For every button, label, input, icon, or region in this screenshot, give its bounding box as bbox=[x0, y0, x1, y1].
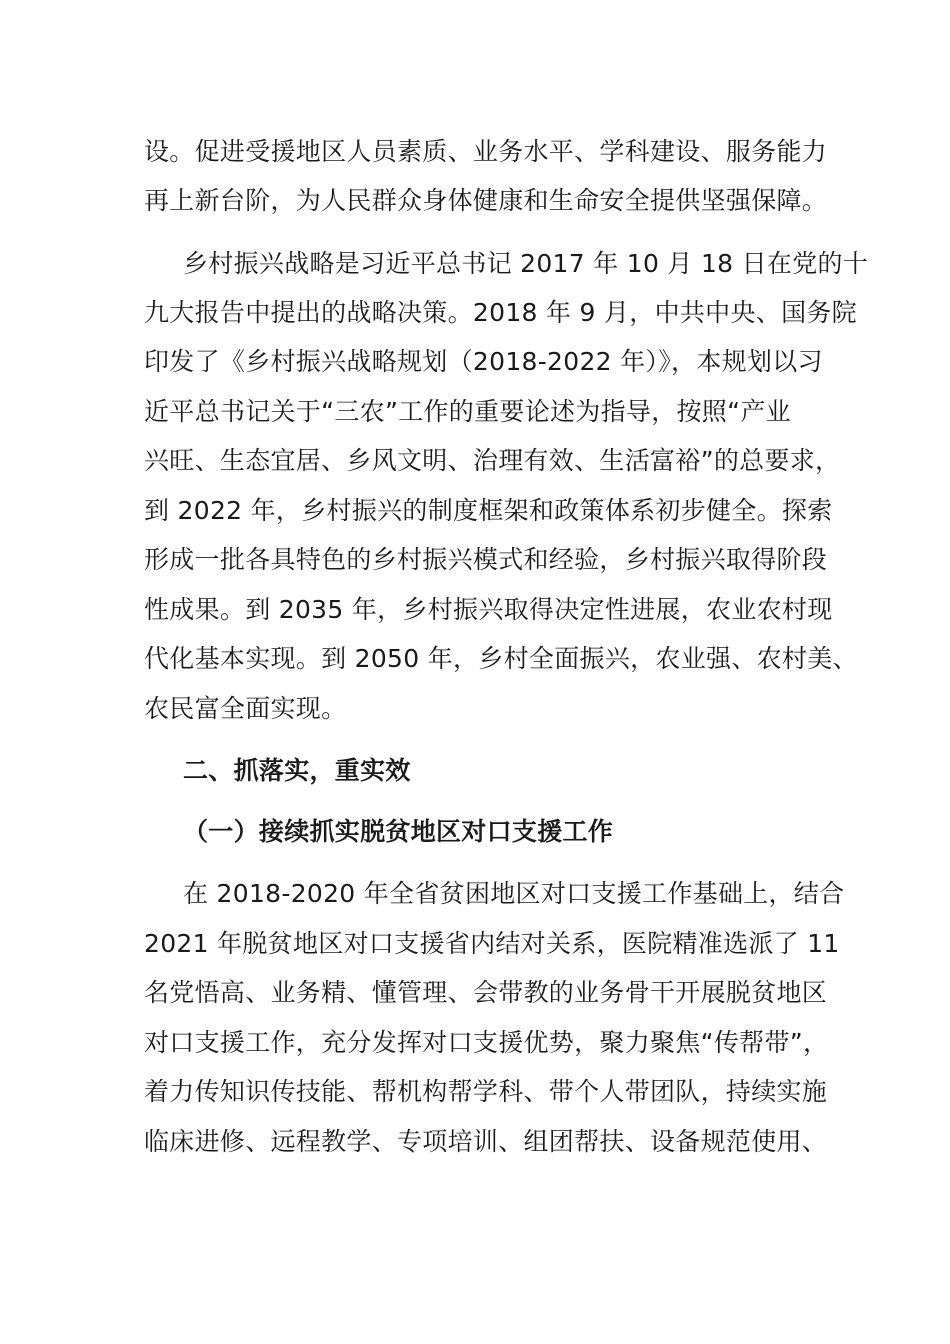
text-line-4: 九大报告中提出的战略决策。2018 年 9 月，中共中央、国务院 bbox=[144, 298, 857, 327]
text-line-18: 对口支援工作，充分发挥对口支援优势，聚力聚焦“传帮带”， bbox=[144, 1028, 829, 1057]
text-line-19: 着力传知识传技能、帮机构帮学科、带个人带团队，持续实施 bbox=[144, 1077, 828, 1106]
section-heading: 二、抓落实，重实效 bbox=[183, 756, 411, 785]
text-line-16: 2021 年脱贫地区对口支援省内结对关系，医院精准选派了 11 bbox=[144, 929, 840, 958]
text-line-3: 乡村振兴战略是习近平总书记 2017 年 10 月 18 日在党的十 bbox=[183, 249, 869, 278]
text-line-1: 设。促进受援地区人员素质、业务水平、学科建设、服务能力 bbox=[144, 137, 828, 166]
text-line-12: 农民富全面实现。 bbox=[144, 694, 347, 723]
text-line-8: 到 2022 年，乡村振兴的制度框架和政策体系初步健全。探索 bbox=[144, 496, 833, 525]
text-line-15: 在 2018-2020 年全省贫困地区对口支援工作基础上，结合 bbox=[183, 879, 845, 908]
text-line-2: 再上新台阶，为人民群众身体健康和生命安全提供坚强保障。 bbox=[144, 186, 828, 215]
text-line-10: 性成果。到 2035 年，乡村振兴取得决定性进展，农业农村现 bbox=[144, 595, 833, 624]
text-line-17: 名党悟高、业务精、懂管理、会带教的业务骨干开展脱贫地区 bbox=[144, 978, 828, 1007]
text-line-9: 形成一批各具特色的乡村振兴模式和经验，乡村振兴取得阶段 bbox=[144, 545, 828, 574]
text-line-6: 近平总书记关于“三农”工作的重要论述为指导，按照“产业 bbox=[144, 397, 791, 426]
subsection-heading: （一）接续抓实脱贫地区对口支援工作 bbox=[183, 817, 614, 846]
text-line-11: 代化基本实现。到 2050 年，乡村全面振兴，农业强、农村美、 bbox=[144, 644, 858, 673]
text-line-5: 印发了《乡村振兴战略规划（2018-2022 年）》，本规划以习 bbox=[144, 347, 823, 376]
text-line-7: 兴旺、生态宜居、乡风文明、治理有效、生活富裕”的总要求， bbox=[144, 446, 841, 475]
text-line-20: 临床进修、远程教学、专项培训、组团帮扶、设备规范使用、 bbox=[144, 1127, 828, 1156]
